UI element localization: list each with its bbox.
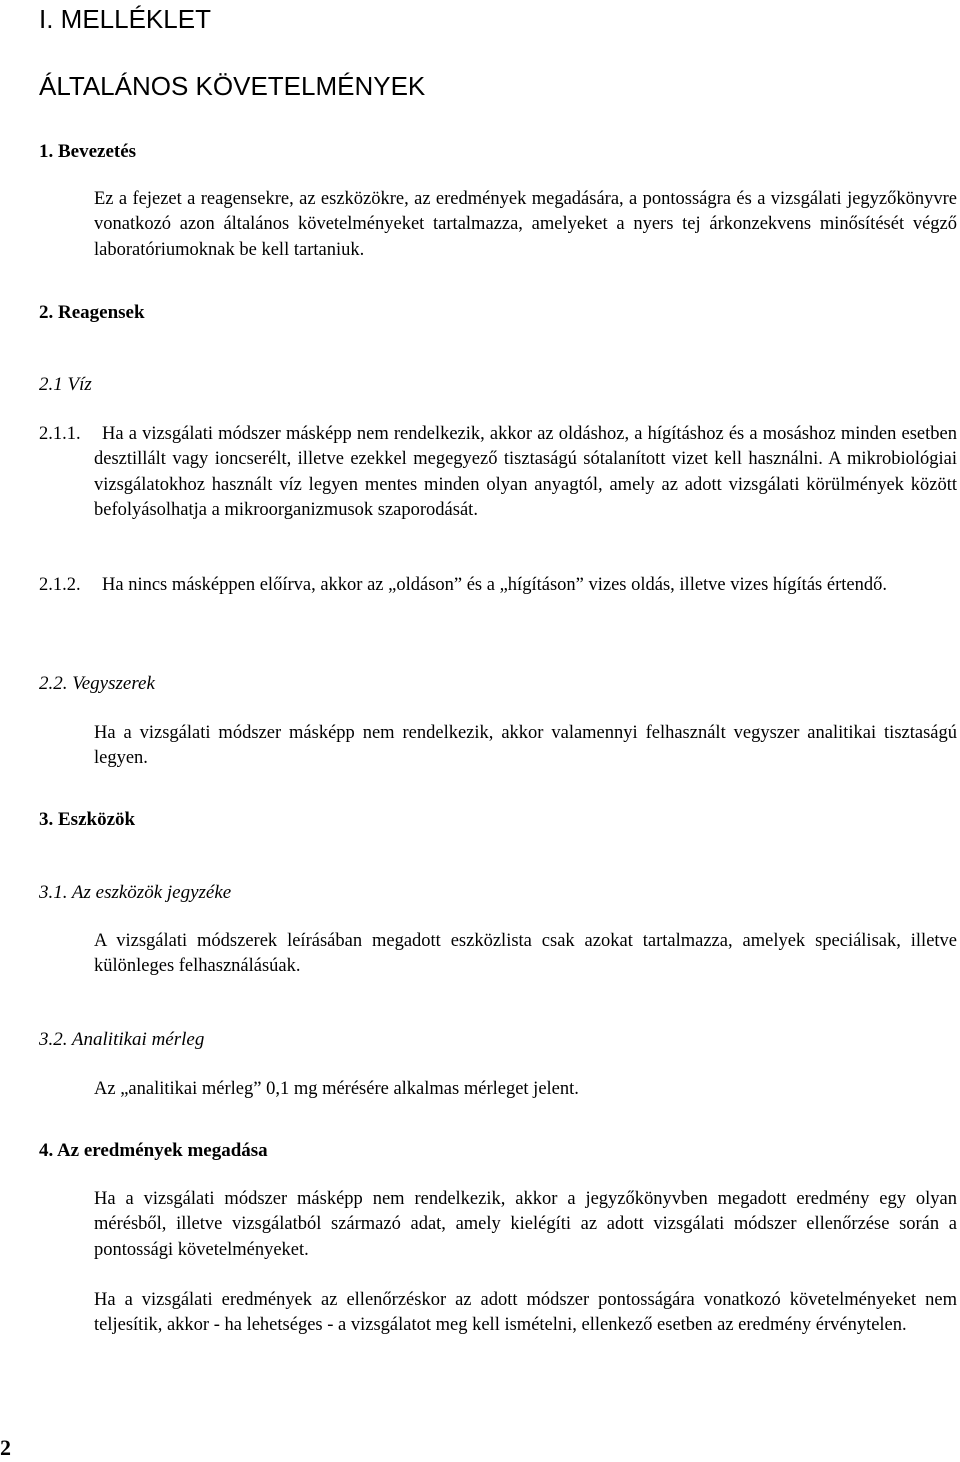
subsection-heading-equipment-list: 3.1. Az eszközök jegyzéke	[39, 882, 232, 903]
section-heading-results: 4. Az eredmények megadása	[39, 1140, 268, 1161]
annex-title: I. MELLÉKLET	[39, 4, 211, 34]
introduction-paragraph: Ez a fejezet a reagensekre, az eszközökre, az eredmények megadására, a pontosságra és a vizsgálati jegyzőkönyvre vonatkozó azon általános követelményeket tartalmazza, amelyeket a nyers tej árkonzekvens minősítését végző laboratóriumoknak be kell tartaniuk.	[94, 189, 957, 260]
subsection-heading-chemicals: 2.2. Vegyszerek	[39, 673, 155, 694]
chemicals-paragraph: Ha a vizsgálati módszer másképp nem rendelkezik, akkor valamennyi felhasznált vegyszer analitikai tisztaságú legyen.	[94, 723, 957, 769]
section-heading-reagents: 2. Reagensek	[39, 302, 145, 323]
clause-text-2-1-1: Ha a vizsgálati módszer másképp nem rendelkezik, akkor az oldáshoz, a hígításhoz és a mosáshoz minden esetben desztillált vagy ioncserélt, illetve ezekkel megegyező tisztaságú sótalanított vizet kell használni. A mikrobiológiai vizsgálatokhoz használt víz legyen mentes minden olyan anyagtól, amely az adott vizsgálati körülmények között befolyásolhatja a mikroorganizmusok szaporodását.	[94, 424, 957, 520]
clause-number-2-1-2: 2.1.2.	[39, 575, 81, 595]
subsection-heading-water: 2.1 Víz	[39, 374, 92, 395]
clause-text-2-1-2: Ha nincs másképpen előírva, akkor az „oldáson” és a „hígításon” vizes oldás, illetve vizes hígítás értendő.	[102, 575, 887, 595]
analytical-balance-paragraph: Az „analitikai mérleg” 0,1 mg mérésére alkalmas mérleget jelent.	[94, 1079, 579, 1099]
section-heading-equipment: 3. Eszközök	[39, 809, 136, 830]
document-title: ÁLTALÁNOS KÖVETELMÉNYEK	[39, 71, 426, 101]
page-number: 2	[0, 1435, 11, 1460]
clause-number-2-1-1: 2.1.1.	[39, 424, 81, 444]
results-paragraph-1: Ha a vizsgálati módszer másképp nem rendelkezik, akkor a jegyzőkönyvben megadott eredmény egy olyan mérésből, illetve vizsgálatból származó adat, amely kielégíti az adott vizsgálati módszer ellenőrzése során a pontossági követelményeket.	[94, 1189, 957, 1260]
subsection-heading-analytical-balance: 3.2. Analitikai mérleg	[39, 1029, 205, 1050]
results-paragraph-2: Ha a vizsgálati eredmények az ellenőrzéskor az adott módszer pontosságára vonatkozó követelményeket nem teljesítik, akkor - ha lehetséges - a vizsgálatot meg kell ismételni, ellenkező esetben az eredmény érvénytelen.	[94, 1290, 957, 1336]
equipment-list-paragraph: A vizsgálati módszerek leírásában megadott eszközlista csak azokat tartalmazza, amelyek speciálisak, illetve különleges felhasználásúak.	[94, 931, 957, 977]
section-heading-introduction: 1. Bevezetés	[39, 141, 137, 162]
